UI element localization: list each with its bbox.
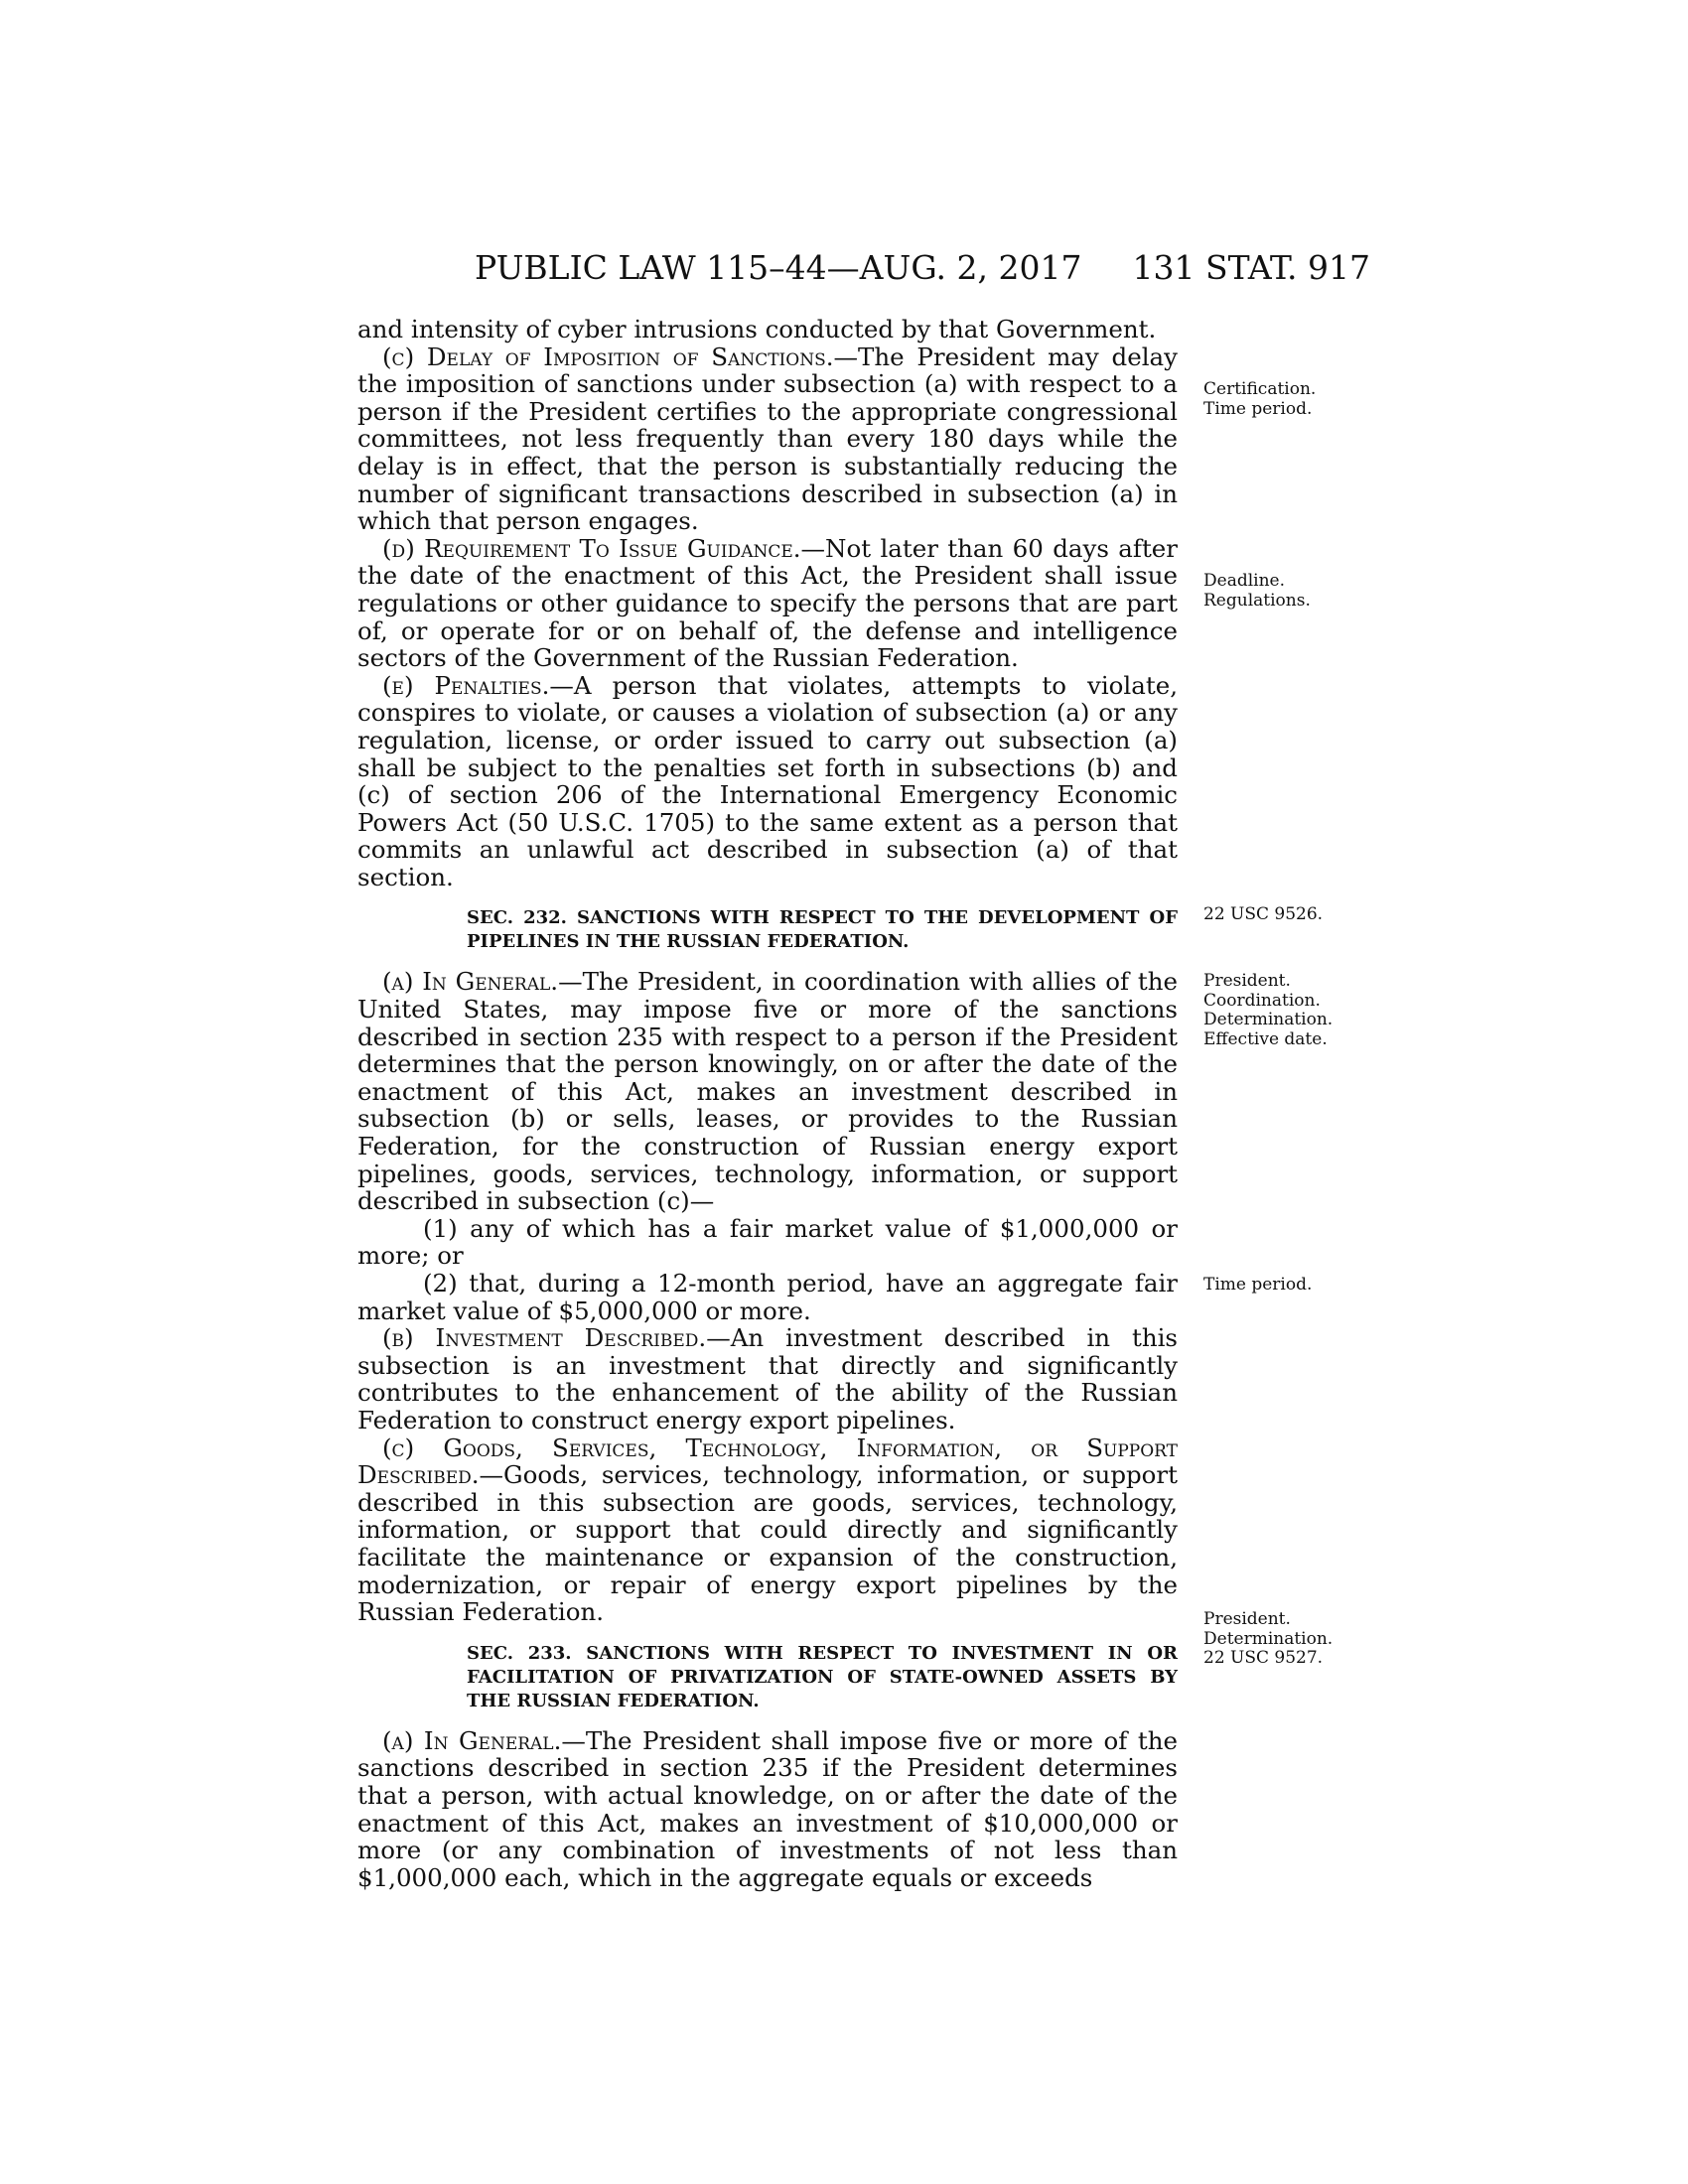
subsection-heading: (c) Delay of Imposition of Sanctions. xyxy=(382,341,834,371)
page-header xyxy=(357,246,1370,290)
margin-note-group-sec232-a2 xyxy=(1203,1276,1382,1296)
margin-note: President. xyxy=(1203,971,1291,991)
margin-note-group-c xyxy=(1203,380,1382,419)
subsection-text: —The President, in coordination with allies of the United States, may impose five or more of the sanctions described in section 235 with respect to a person if the President determines that the person knowingly, on or after the date of the enactment of this Act, makes an investment described in subsection (b) or sells, leases, or provides to the Russian Federation, for the construction of Russian energy export pipelines, goods, services, technology, information, or support described in subsection (c)— xyxy=(357,967,1178,1216)
margin-note: Determination. xyxy=(1203,1628,1334,1649)
document-body xyxy=(357,316,1178,1891)
subsection-heading: (e) Penalties. xyxy=(382,670,550,700)
header-title: PUBLIC LAW 115–44—AUG. 2, 2017 xyxy=(475,248,1082,287)
margin-note-group-sec233 xyxy=(1203,1610,1382,1669)
header-stat-citation: 131 STAT. 917 xyxy=(1132,248,1370,287)
sec232-subsection-b xyxy=(357,1324,1178,1433)
margin-note: President. xyxy=(1203,1609,1291,1629)
subsection-text: —The President may delay the imposition of sanctions under subsection (a) with respect to a person if the President certifies to the appropriate congressional committees, not less frequently than every 180 days while the delay is in effect, that the person is substantially reducing the number of significant transactions described in subsection (a) in which that person engages. xyxy=(357,341,1178,536)
margin-note-group-sec232-a xyxy=(1203,972,1382,1049)
margin-note: Coordination. xyxy=(1203,990,1321,1011)
subsection-text: —A person that violates, attempts to violate, conspires to violate, or causes a violation of subsection (a) or any regulation, license, or order issued to carry out subsection (a) shall be subject to the penalties set forth in subsections (b) and (c) of section 206 of the International Emergency Economic Powers Act (50 U.S.C. 1705) to the same extent as a person that commits an unlawful act described in subsection (a) of that section. xyxy=(357,670,1178,891)
sec232-subsection-c xyxy=(357,1434,1178,1626)
subsection-text: —Not later than 60 days after the date of the enactment of this Act, the President shall issue regulations or other guidance to specify the persons that are part of, or operate for or on behalf of, the defense and intelligence sectors of the Government of the Russian Federation. xyxy=(357,533,1178,673)
subsection-heading: (c) Goods, Services, Technology, Information, or Support Described. xyxy=(357,1433,1178,1490)
margin-note: Effective date. xyxy=(1203,1028,1328,1049)
sec233-subsection-a xyxy=(357,1727,1178,1892)
paragraph-text: (1) any of which has a fair market value of $1,000,000 or more; or xyxy=(357,1213,1178,1271)
paragraph-text: (2) that, during a 12-month period, have an aggregate fair market value of $5,000,000 or more. xyxy=(357,1269,1178,1325)
subsection-heading: (a) In General. xyxy=(382,967,559,997)
subsection-c-delay xyxy=(357,343,1178,535)
margin-note: Certification. xyxy=(1203,379,1317,399)
margin-note: Determination. xyxy=(1203,1010,1334,1029)
sec232-paragraph-2 xyxy=(357,1270,1178,1324)
margin-note: Time period. xyxy=(1203,1275,1313,1295)
paragraph-continuation: and intensity of cyber intrusions conducted by that Government. xyxy=(357,315,1157,343)
subsection-text: —Goods, services, technology, information, or support described in this subsection are goods, services, technology, information, or support that could directly and significantly facilitate the maintenance or expansion of the construction, modernization, or repair of energy export pipelines by the Russian Federation. xyxy=(357,1460,1178,1627)
section-232-heading: SEC. 232. SANCTIONS WITH RESPECT TO THE DEVELOPMENT OF PIPELINES IN THE RUSSIAN FEDERATION. xyxy=(467,907,1178,953)
margin-note: 22 USC 9527. xyxy=(1203,1648,1324,1668)
sec232-paragraph-1 xyxy=(357,1215,1178,1270)
subsection-heading: (b) Investment Described. xyxy=(382,1323,707,1353)
sec232-subsection-a xyxy=(357,968,1178,1214)
subsection-text: —The President shall impose five or more of the sanctions described in section 235 if the President determines that a person, with actual knowledge, on or after the date of the enactment of this Act, makes an investment of $10,000,000 or more (or any combination of investments of not less than $1,000,000 each, which in the aggregate equals or exceeds xyxy=(357,1725,1178,1892)
subsection-d-guidance xyxy=(357,535,1178,672)
margin-note: Time period. xyxy=(1203,398,1313,419)
margin-note: 22 USC 9526. xyxy=(1203,904,1324,924)
margin-note-group-d xyxy=(1203,572,1382,611)
section-233-heading: SEC. 233. SANCTIONS WITH RESPECT TO INVESTMENT IN OR FACILITATION OF PRIVATIZATION OF STATE-OWNED ASSETS BY THE RUSSIAN FEDERATION. xyxy=(467,1642,1178,1711)
subsection-e-penalties xyxy=(357,672,1178,891)
subsection-heading: (a) In General. xyxy=(382,1725,562,1755)
margin-note-group-sec232 xyxy=(1203,905,1382,925)
margin-note: Deadline. xyxy=(1203,571,1285,591)
subsection-heading: (d) Requirement To Issue Guidance. xyxy=(382,533,801,563)
margin-note: Regulations. xyxy=(1203,590,1311,611)
subsection-text: —An investment described in this subsection is an investment that directly and significantly contributes to the enhancement of the ability of the Russian Federation to construct energy export pipelines. xyxy=(357,1323,1179,1434)
